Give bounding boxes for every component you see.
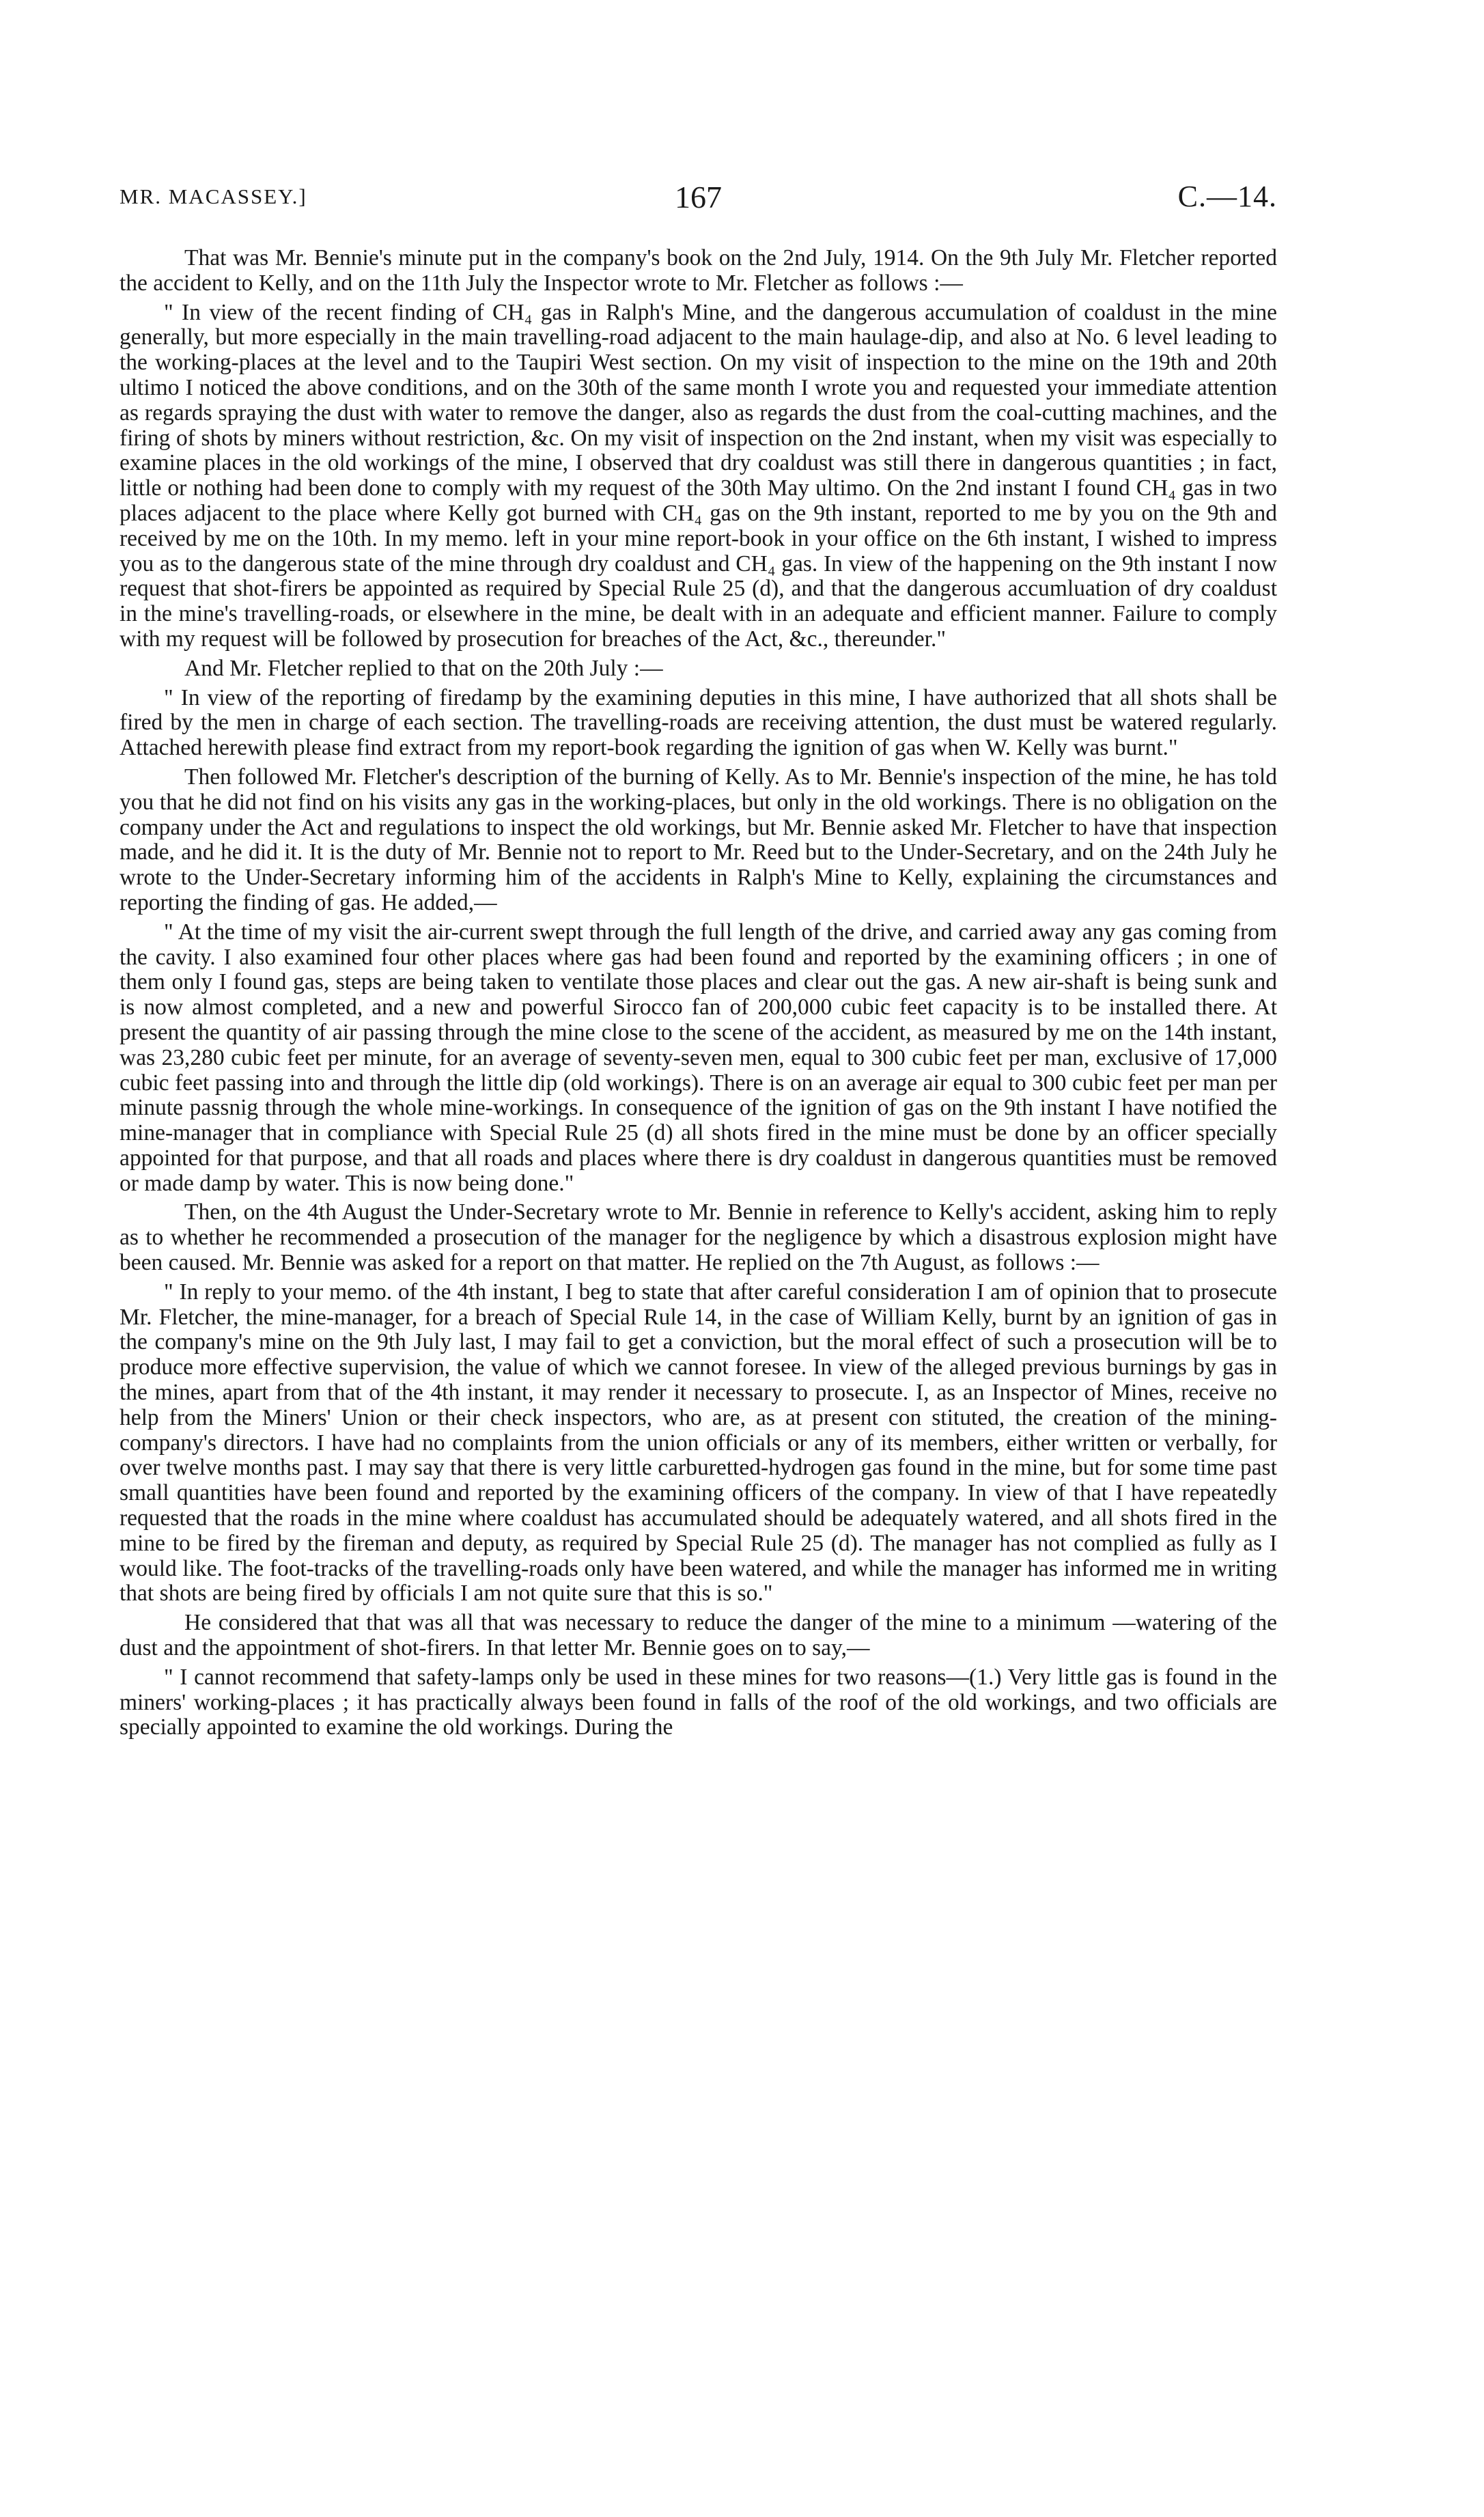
paragraph-4-quote: " In view of the reporting of firedamp by the examining deputies in this mine, I have authorized that all shots shall be fired by the men in charge of each section. The travelling-roads are receiving attention, the dust must be watered regularly. Attached herewith please find extract from my report-book regarding the ignition of gas when W. Kelly was burnt.": [120, 684, 1277, 761]
page-header: [120, 179, 1277, 220]
page-number: 167: [675, 180, 722, 214]
paragraph-7: Then, on the 4th August the Under-Secretary wrote to Mr. Bennie in reference to Kelly's accident, asking him to reply as to whether he recommended a prosecution of the manager for the negligence by which a disastrous explosion might have been caused. Mr. Bennie was asked for a report on that matter. He replied on the 7th August, as follows :—: [120, 1199, 1277, 1276]
paragraph-9: He considered that that was all that was necessary to reduce the danger of the mine to a minimum —watering of the dust and the appointment of shot-firers. In that letter Mr. Bennie goes on to say,—: [120, 1610, 1277, 1661]
paragraph-2-quote: " In view of the recent finding of CH₄ gas in Ralph's Mine, and the dangerous accumulation of coaldust in the mine generally, but more especially in the main travelling-road adjacent to the main haulage-dip, and also at No. 6 level leading to the working-places at the level and to the Taupiri West section. On my visit of inspection to the mine on the 19th and 20th ultimo I noticed the above conditions, and on the 30th of the same month I wrote you and requested your immediate attention as regards spraying the dust with water to remove the danger, also as regards the dust from the coal-cutting machines, and the firing of shots by miners without restriction, &c. On my visit of inspection on the 2nd instant, when my visit was especially to examine places in the old workings of the mine, I observed that dry coaldust was still there in dangerous quantities ; in fact, little or nothing had been done to comply with my request of the 30th May ultimo. On the 2nd instant I found CH₄ gas in two places adjacent to the place where Kelly got burned with CH₄ gas on the 9th instant, reported to me by you on the 9th and received by me on the 10th. In my memo. left in your mine report-book in your office on the 6th instant, I wished to impress you as to the dangerous state of the mine through dry coaldust and CH₄ gas. In view of the happening on the 9th instant I now request that shot-firers be appointed as required by Special Rule 25 (d), and that the dangerous accumluation of dry coaldust in the mine's travelling-roads, or elsewhere in the mine, be dealt with in an adequate and efficient manner. Failure to comply with my request will be followed by prosecution for breaches of the Act, &c., thereunder.": [120, 299, 1277, 652]
header-author: MR. MACASSEY.]: [120, 184, 307, 208]
paragraph-6-quote: " At the time of my visit the air-current swept through the full length of the drive, and carried away any gas coming from the cavity. I also examined four other places where gas had been found and reported by the examining officers ; in one of them only I found gas, steps are being taken to ventilate those places and clear out the gas. A new air-shaft is being sunk and is now almost completed, and a new and powerful Sirocco fan of 200,000 cubic feet capacity is to be installed there. At present the quantity of air passing through the mine close to the scene of the accident, as measured by me on the 14th instant, was 23,280 cubic feet per minute, for an average of seventy-seven men, equal to 300 cubic feet per man, exclusive of 17,000 cubic feet passing into and through the little dip (old workings). There is on an average air equal to 300 cubic feet per man per minute passnig through the whole mine-workings. In consequence of the ignition of gas on the 9th instant I have notified the mine-manager that in compliance with Special Rule 25 (d) all shots fired in the mine must be done by an officer specially appointed for that purpose, and that all roads and places where there is dry coaldust in dangerous quantities must be removed or made damp by water. This is now being done.": [120, 919, 1277, 1196]
paragraph-8-quote: " In reply to your memo. of the 4th instant, I beg to state that after careful consideration I am of opinion that to prosecute Mr. Fletcher, the mine-manager, for a breach of Special Rule 14, in the case of William Kelly, burnt by an ignition of gas in the company's mine on the 9th July last, I may fail to get a conviction, but the moral effect of such a prosecution will be to produce more effective supervision, the value of which we cannot foresee. In view of the alleged previous burnings by gas in the mines, apart from that of the 4th instant, it may render it necessary to prosecute. I, as an Inspector of Mines, receive no help from the Miners' Union or their check inspectors, who are, as at present con stituted, the creation of the mining-company's directors. I have had no complaints from the union officials or any of its members, either written or verbally, for over twelve months past. I may say that there is very little carburetted-hydrogen gas found in the mine, but for some time past small quantities have been found and reported by the examining officers of the company. In view of that I have repeatedly requested that the roads in the mine where coaldust has accumulated should be adequately watered, and all shots fired in the mine to be fired by the fireman and deputy, as required by Special Rule 25 (d). The manager has not complied as fully as I would like. The foot-tracks of the travelling-roads only have been watered, and while the manager has informed me in writing that shots are being fired by officials I am not quite sure that this is so.": [120, 1279, 1277, 1607]
document-code: C.—14.: [1177, 180, 1277, 213]
paragraph-1: That was Mr. Bennie's minute put in the company's book on the 2nd July, 1914. On the 9th July Mr. Fletcher reported the accident to Kelly, and on the 11th July the Inspector wrote to Mr. Fletcher as follows :—: [120, 245, 1277, 296]
paragraph-10-quote: " I cannot recommend that safety-lamps only be used in these mines for two reasons—(1.) Very little gas is found in the miners' working-places ; it has practically always been found in falls of the roof of the old workings, and two officials are specially appointed to examine the old workings. During the: [120, 1664, 1277, 1740]
document-body: [120, 246, 1277, 1744]
paragraph-3: And Mr. Fletcher replied to that on the 20th July :—: [184, 655, 663, 681]
paragraph-5: Then followed Mr. Fletcher's description of the burning of Kelly. As to Mr. Bennie's inspection of the mine, he has told you that he did not find on his visits any gas in the working-places, but only in the old workings. There is no obligation on the company under the Act and regulations to inspect the old workings, but Mr. Bennie asked Mr. Fletcher to have that inspection made, and he did it. It is the duty of Mr. Bennie not to report to Mr. Reed but to the Under-Secretary, and on the 24th July he wrote to the Under-Secretary informing him of the accidents in Ralph's Mine to Kelly, explaining the circumstances and reporting the finding of gas. He added,—: [120, 764, 1277, 915]
